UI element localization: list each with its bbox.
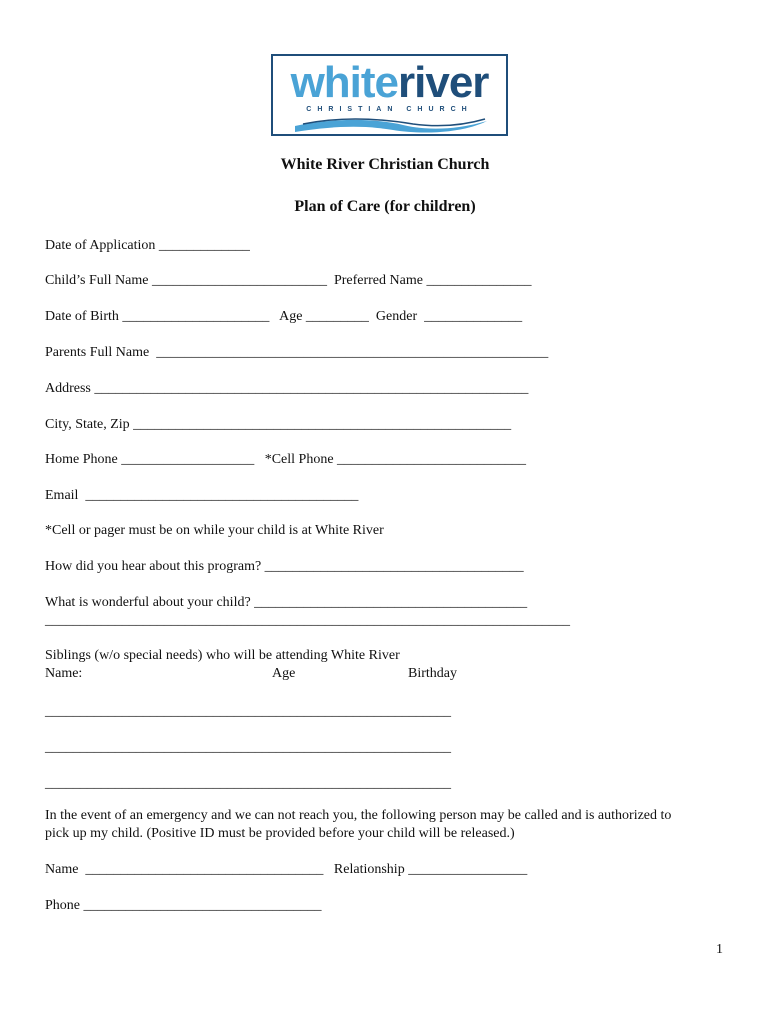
city-state-zip-field[interactable]: City, State, Zip ______________________________________________________ xyxy=(45,417,512,432)
sibling-line-3[interactable]: __________________________________________________________ xyxy=(45,776,451,791)
address-field[interactable]: Address ______________________________________________________________ xyxy=(45,381,529,396)
sibling-line-2[interactable]: __________________________________________________________ xyxy=(45,740,451,755)
sibling-line-1[interactable]: __________________________________________________________ xyxy=(45,704,451,719)
parents-name-field[interactable]: Parents Full Name ________________________________________________________ xyxy=(45,345,549,360)
logo-wordmark: whiteriver xyxy=(290,58,489,107)
wonderful-field[interactable]: What is wonderful about your child? _______________________________________ xyxy=(45,595,528,610)
church-logo xyxy=(271,54,508,136)
logo-tagline: CHRISTIAN CHURCH xyxy=(306,106,473,113)
phone-field[interactable]: Home Phone ___________________ *Cell Phone ___________________________ xyxy=(45,452,527,467)
emergency-name-field[interactable]: Name __________________________________ Relationship _________________ xyxy=(45,862,528,877)
emergency-phone-field[interactable]: Phone __________________________________ xyxy=(45,898,322,913)
hear-about-field[interactable]: How did you hear about this program? _____________________________________ xyxy=(45,559,524,574)
siblings-col-name: Name: xyxy=(45,666,83,681)
wonderful-field-continued[interactable]: ___________________________________________________________________________ xyxy=(45,613,570,628)
date-of-application-field[interactable]: Date of Application _____________ xyxy=(45,238,250,253)
wave-icon xyxy=(293,116,489,134)
form-title: Plan of Care (for children) xyxy=(294,198,476,215)
date-of-birth-field[interactable]: Date of Birth _____________________ Age _________ Gender ______________ xyxy=(45,309,523,324)
emergency-text-1: In the event of an emergency and we can not reach you, the following person may be called and is authorized to xyxy=(45,808,672,823)
siblings-col-age: Age xyxy=(272,666,296,681)
page-number: 1 xyxy=(716,942,723,957)
siblings-col-birthday: Birthday xyxy=(408,666,457,681)
emergency-text-2: pick up my child. (Positive ID must be provided before your child will be released.) xyxy=(45,826,515,841)
email-field[interactable]: Email _______________________________________ xyxy=(45,488,359,503)
church-name: White River Christian Church xyxy=(280,156,490,173)
child-name-field[interactable]: Child’s Full Name _________________________ Preferred Name _______________ xyxy=(45,273,532,288)
siblings-heading: Siblings (w/o special needs) who will be attending White River xyxy=(45,648,400,663)
cell-note: *Cell or pager must be on while your child is at White River xyxy=(45,523,384,538)
